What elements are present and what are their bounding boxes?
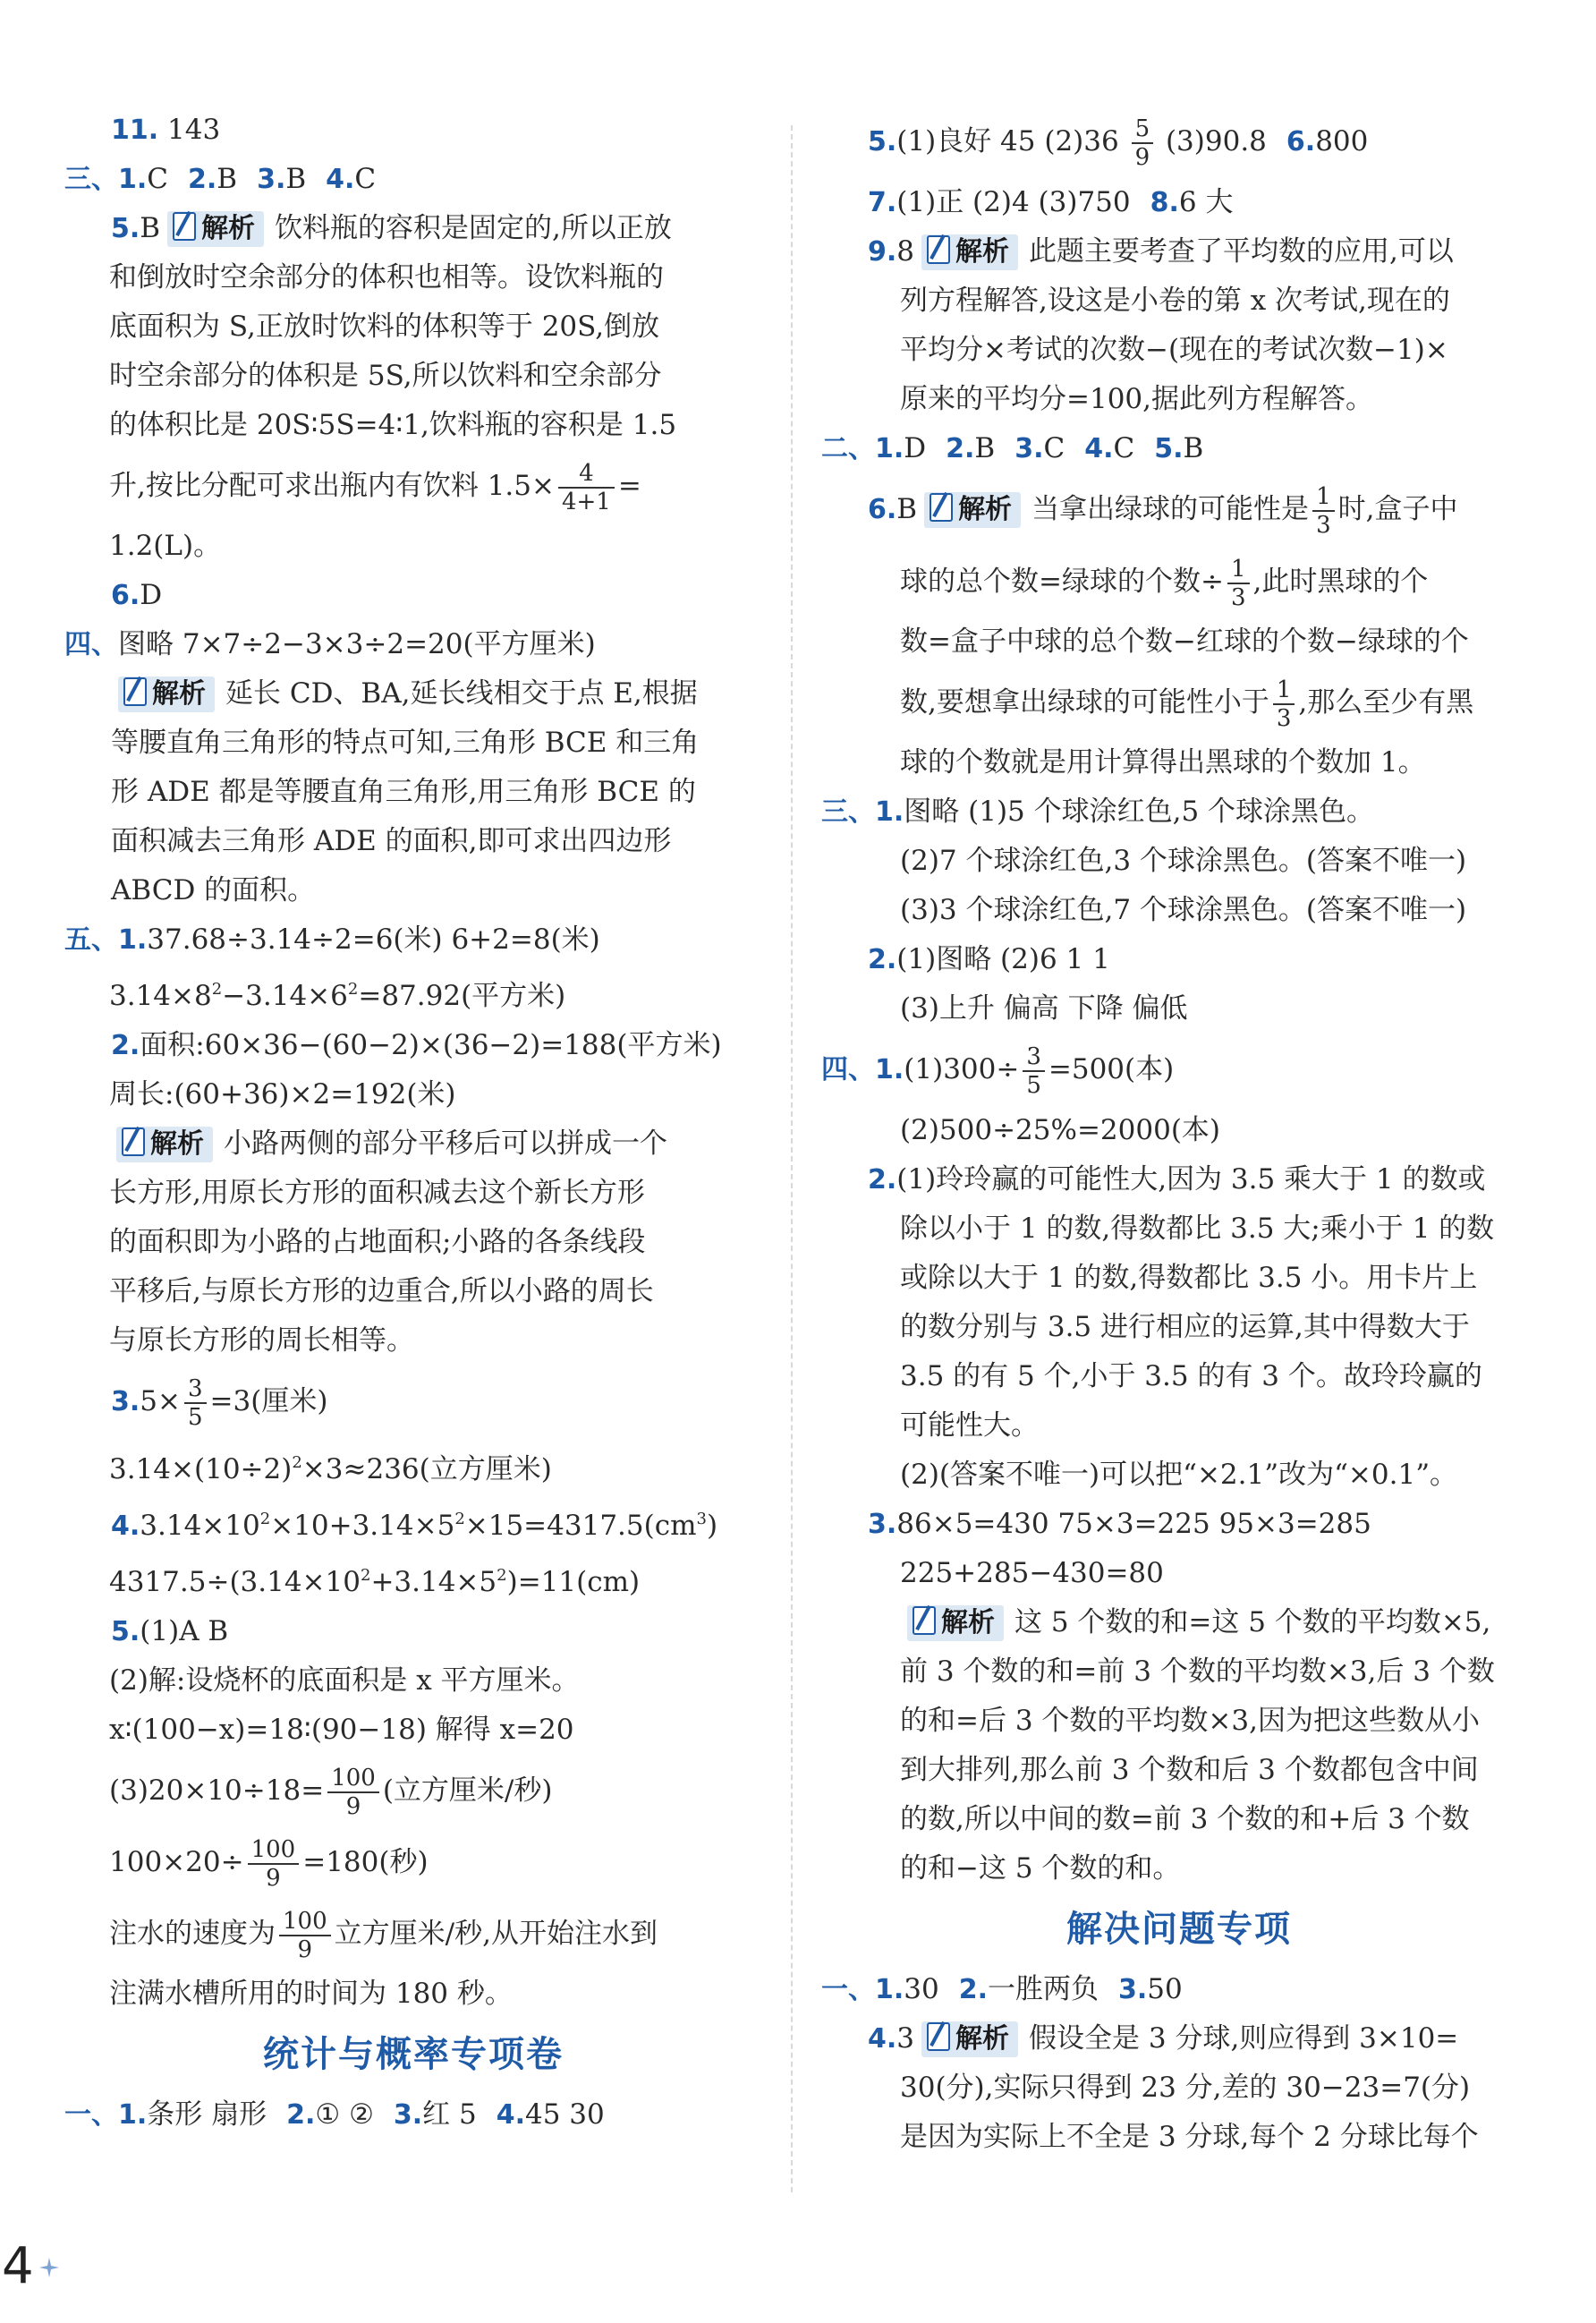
answer-line: 的数,所以中间的数=前 3 个数的和+后 3 个数: [900, 1803, 1470, 1835]
answer-line: 或除以大于 1 的数,得数都比 3.5 小。用卡片上: [900, 1262, 1478, 1294]
answer-line: 5.B 解析 饮料瓶的容积是固定的,所以正放: [64, 204, 762, 253]
answer-line: 的数分别与 3.5 进行相应的运算,其中得数大于: [900, 1311, 1470, 1343]
answer-line: 225+285−430=80: [900, 1557, 1164, 1589]
answer-line: (2)(答案不唯一)可以把“×2.1”改为“×0.1”。: [900, 1459, 1458, 1491]
answer-line: 与原长方形的周长相等。: [109, 1324, 414, 1357]
answer-line: 可能性大。: [900, 1409, 1039, 1442]
answer-line: 形 ADE 都是等腰直角三角形,用三角形 BCE 的: [111, 776, 696, 808]
analysis-tag: 解析: [167, 211, 264, 247]
answer-line: 5.(1)良好 45 (2)36 $\frac{5}{9}$ (3)90.8 6.800: [868, 115, 1369, 171]
answer-line: 数=盒子中球的总个数−红球的个数−绿球的个: [900, 625, 1469, 658]
answer-line: 列方程解答,设这是小卷的第 x 次考试,现在的: [900, 285, 1450, 317]
answer-line: (2)500÷25%=2000(本): [900, 1114, 1221, 1146]
fraction: $\frac{1}{3}$: [1312, 483, 1335, 539]
answer-line: (2)7 个球涂红色,3 个球涂黑色。(答案不唯一): [900, 845, 1467, 877]
analysis-tag: 解析: [921, 2021, 1018, 2057]
answer-line: 的体积比是 20S∶5S=4∶1,饮料瓶的容积是 1.5: [109, 409, 677, 441]
answer-line: 的和=后 3 个数的平均数×3,因为把这些数从小: [900, 1705, 1480, 1737]
answer-line: 6.D: [111, 579, 163, 611]
answer-line: 2.(1)图略 (2)6 1 1: [868, 943, 1110, 975]
right-column: [821, 106, 1537, 2162]
analysis-tag: 解析: [116, 1127, 213, 1162]
pen-icon: [927, 2022, 950, 2051]
answer-line: 球的个数就是用计算得出黑球的个数加 1。: [900, 746, 1426, 779]
answer-line: 平均分×考试的次数−(现在的考试次数−1)×: [900, 334, 1448, 366]
fraction: $\frac{5}{9}$: [1132, 115, 1154, 171]
star-icon: [39, 2258, 59, 2277]
pen-icon: [123, 677, 147, 706]
pen-icon: [927, 235, 950, 264]
answer-line: (3)3 个球涂红色,7 个球涂黑色。(答案不唯一): [900, 894, 1467, 926]
answer-line: 升,按比分配可求出瓶内有饮料 1.5× $\frac{4}{4+1}$ =: [109, 459, 641, 515]
analysis-tag: 解析: [907, 1605, 1004, 1641]
pen-icon: [930, 493, 953, 522]
answer-line: 是因为实际上不全是 3 分球,每个 2 分球比每个: [900, 2121, 1479, 2153]
answer-line: 的面积即为小路的占地面积;小路的各条线段: [109, 1226, 646, 1258]
analysis-tag: 解析: [921, 234, 1018, 270]
column-divider: [791, 125, 793, 2192]
answer-line: 1.2(L)。: [109, 530, 222, 562]
answer-line: 3.5× $\frac{3}{5}$ =3(厘米): [111, 1374, 328, 1431]
answer-line: 三、1.C 2.B 3.B 4.C: [64, 163, 377, 195]
answer-line: 面积减去三角形 ADE 的面积,即可求出四边形: [111, 825, 672, 857]
answer-line: (2)解:设烧杯的底面积是 x 平方厘米。: [109, 1664, 580, 1697]
pen-icon: [913, 1606, 936, 1635]
fraction: $\frac{100}{9}$: [279, 1908, 331, 1963]
fraction: $\frac{3}{5}$: [1023, 1043, 1045, 1099]
page-number: 4: [2, 2237, 34, 2295]
answer-line: 100×20÷ $\frac{100}{9}$ =180(秒): [109, 1835, 429, 1892]
fraction: $\frac{1}{3}$: [1273, 676, 1295, 732]
section-heading: 统计与概率专项卷: [263, 2034, 564, 2075]
answer-line: 7.(1)正 (2)4 (3)750 8.6 大: [868, 186, 1234, 218]
answer-line: 4.3 解析 假设全是 3 分球,则应得到 3×10=: [821, 2014, 1537, 2063]
answer-line: 解析 这 5 个数的和=这 5 个数的平均数×5,: [821, 1598, 1537, 1647]
answer-line: 五、1.37.68÷3.14÷2=6(米) 6+2=8(米): [64, 923, 600, 956]
fraction: $\frac{1}{3}$: [1227, 556, 1250, 611]
analysis-tag: 解析: [118, 676, 215, 712]
answer-line: 四、图略 7×7÷2−3×3÷2=20(平方厘米): [64, 628, 596, 660]
section-heading: 解决问题专项: [1066, 1909, 1292, 1950]
answer-line: 和倒放时空余部分的体积也相等。设饮料瓶的: [109, 261, 664, 294]
answer-line: 6.B 解析 当拿出绿球的可能性是 $\frac{1}{3}$ 时,盒子中: [868, 482, 1458, 539]
answer-line: $3.14\times(10\div 2)^2\times 3\approx 236$(立方厘米): [109, 1453, 552, 1485]
answer-line: $4.3.14\times 10^2\times 10+3.14\times 5^2\times 15=4317.5(cm^3)$: [111, 1510, 718, 1542]
answer-line: ABCD 的面积。: [111, 874, 316, 906]
answer-line: 3.5 的有 5 个,小于 3.5 的有 3 个。故玲玲赢的: [900, 1360, 1482, 1392]
answer-line: x∶(100−x)=18∶(90−18) 解得 x=20: [109, 1714, 574, 1746]
answer-line: 一、1.30 2.一胜两负 3.50: [821, 1973, 1183, 2005]
pen-icon: [122, 1127, 145, 1156]
answer-line: (3)20×10÷18= $\frac{100}{9}$ (立方厘米/秒): [109, 1764, 553, 1820]
fraction: $\frac{100}{9}$: [327, 1765, 379, 1820]
answer-line: 解析 延长 CD、BA,延长线相交于点 E,根据: [64, 669, 762, 719]
fraction: $\frac{3}{5}$: [184, 1375, 207, 1431]
fraction: $\frac{4}{4+1}$: [558, 460, 615, 515]
answer-line: 11. 143: [111, 114, 221, 146]
answer-line: 平移后,与原长方形的边重合,所以小路的周长: [109, 1275, 654, 1307]
answer-line: 长方形,用原长方形的面积减去这个新长方形: [109, 1177, 645, 1209]
answer-line: 等腰直角三角形的特点可知,三角形 BCE 和三角: [111, 727, 700, 759]
answer-line: $3.14\times 8^2-3.14\times 6^2=87.92$(平方米): [109, 980, 566, 1012]
answer-line: 球的总个数=绿球的个数÷ $\frac{1}{3}$ ,此时黑球的个: [900, 555, 1429, 611]
answer-line: 除以小于 1 的数,得数都比 3.5 大;乘小于 1 的数: [900, 1213, 1495, 1245]
answer-line: 注满水槽所用的时间为 180 秒。: [109, 1978, 513, 2010]
left-column: [64, 106, 762, 2140]
answer-line: 底面积为 S,正放时饮料的体积等于 20S,倒放: [109, 311, 660, 343]
answer-line: 一、1.条形 扇形 2.① ② 3.红 5 4.45 30: [64, 2098, 605, 2131]
answer-line: 到大排列,那么前 3 个数和后 3 个数都包含中间: [900, 1754, 1479, 1786]
answer-line: 四、1.(1)300÷ $\frac{3}{5}$ =500(本): [821, 1042, 1175, 1099]
answer-line: 二、1.D 2.B 3.C 4.C 5.B: [821, 432, 1204, 464]
answer-line: 2.面积:60×36−(60−2)×(36−2)=188(平方米): [111, 1029, 722, 1061]
answer-line: 周长:(60+36)×2=192(米): [109, 1078, 456, 1110]
analysis-tag: 解析: [924, 492, 1021, 528]
answer-line: 时空余部分的体积是 5S,所以饮料和空余部分: [109, 360, 662, 392]
answer-line: 30(分),实际只得到 23 分,差的 30−23=7(分): [900, 2072, 1471, 2104]
pen-icon: [173, 212, 196, 241]
answer-line: 数,要想拿出绿球的可能性小于 $\frac{1}{3}$ ,那么至少有黑: [900, 676, 1474, 732]
answer-line: 的和−这 5 个数的和。: [900, 1852, 1181, 1885]
answer-line: 解析 小路两侧的部分平移后可以拼成一个: [64, 1119, 762, 1169]
answer-line: 三、1.图略 (1)5 个球涂红色,5 个球涂黑色。: [821, 796, 1375, 828]
answer-line: (3)上升 偏高 下降 偏低: [900, 992, 1188, 1025]
answer-line: 前 3 个数的和=前 3 个数的平均数×3,后 3 个数: [900, 1655, 1495, 1688]
fraction: $\frac{100}{9}$: [248, 1836, 300, 1892]
answer-line: 原来的平均分=100,据此列方程解答。: [900, 383, 1373, 415]
answer-line: 注水的速度为 $\frac{100}{9}$ 立方厘米/秒,从开始注水到: [109, 1907, 658, 1963]
answer-line: $4317.5\div(3.14\times 10^2+3.14\times 5^2)=11(cm)$: [109, 1566, 641, 1598]
answer-line: 9.8 解析 此题主要考查了平均数的应用,可以: [821, 227, 1537, 277]
answer-line: 2.(1)玲玲赢的可能性大,因为 3.5 乘大于 1 的数或: [868, 1163, 1486, 1196]
answer-line: 3.86×5=430 75×3=225 95×3=285: [868, 1508, 1371, 1540]
answer-line: 5.(1)A B: [111, 1615, 229, 1647]
